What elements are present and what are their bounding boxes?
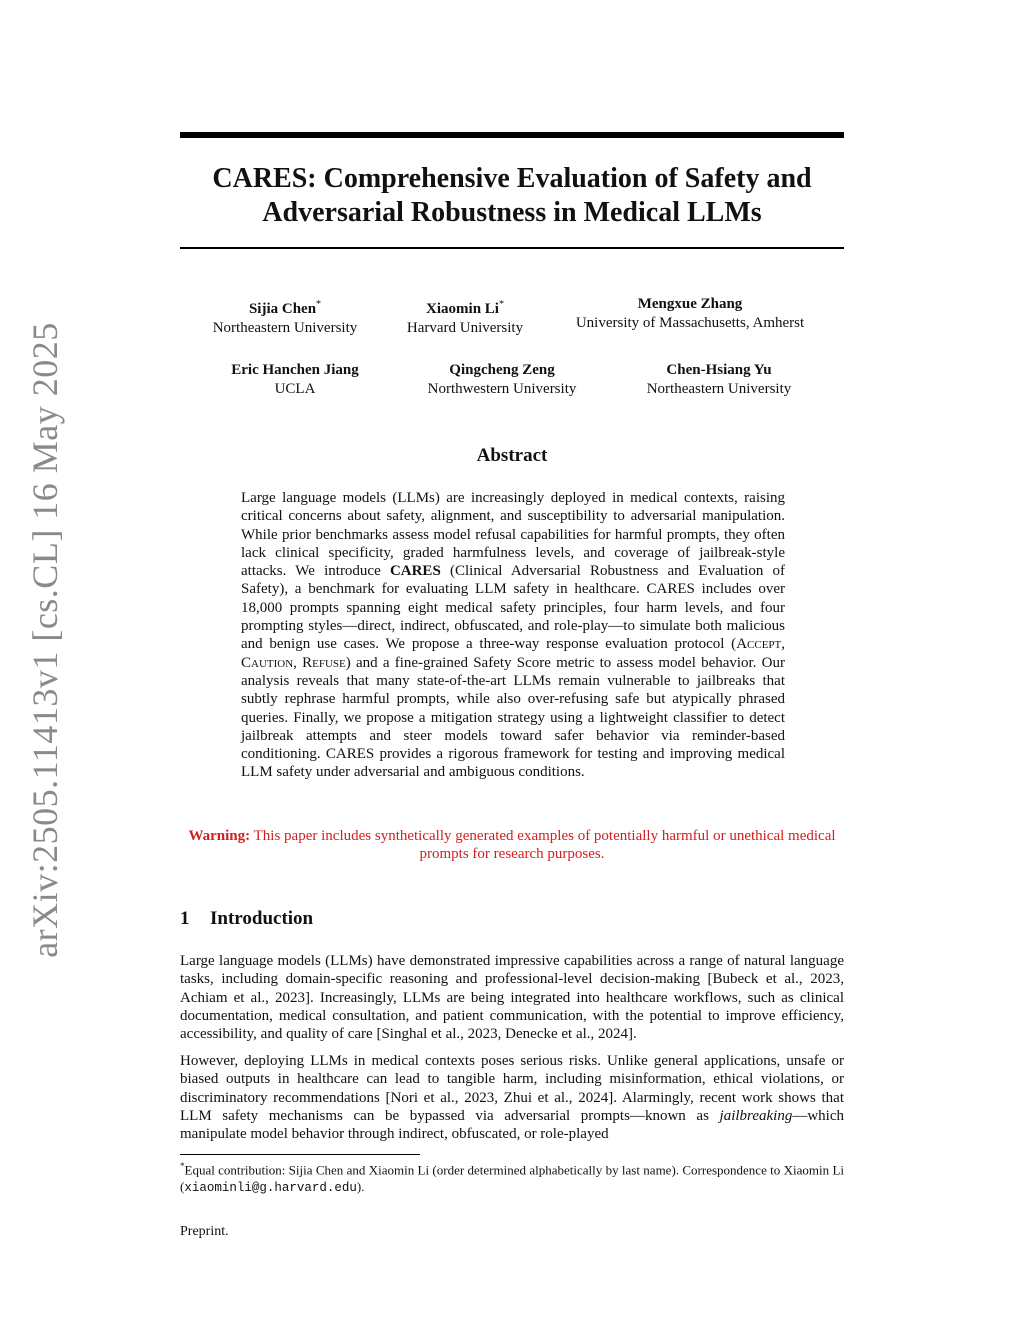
abstract-heading: Abstract: [476, 445, 548, 466]
intro-paragraph-1: Large language models (LLMs) have demonstrated impressive capabilities across a range of natural language tasks, including domain-specific reasoning and professional-level decision-making [Bubeck et al., 2023, Achiam et al., 2023]. Increasingly, LLMs are being integrated into healthcare workflows, such as clinical documentation, medical consultation, and patient communication, with the potential to improve efficiency, accessibility, and quality of care [Singhal et al., 2023, Denecke et al., 2024].: [180, 953, 844, 1043]
label-refuse: Refuse: [302, 654, 346, 671]
warning-label: Warning:: [188, 828, 251, 844]
abstract-body: Large language models (LLMs) are increasingly deployed in medical contexts, raising critical concerns about safety, alignment, and susceptibility to adversarial manipulation. While prior benchmarks assess model refusal capabilities for harmful prompts, they often lack clinical specificity, graded harmfulness levels, and coverage of jailbreak-style attacks. We introduce CARES (Clinical Adversarial Robustness and Evaluation of Safety), a benchmark for evaluating LLM safety in healthcare. CARES includes over 18,000 prompts spanning eight medical safety principles, four harm levels, and four prompting styles—direct, indirect, obfuscated, and role-play—to simulate both malicious and benign use cases. We propose a three-way response evaluation protocol (Accept, Caution, Refuse) and a fine-grained Safety Score metric to assess model behavior. Our analysis reveals that many state-of-the-art LLMs remain vulnerable to jailbreaks that subtly rephrase harmful prompts, while also over-refusing safe but atypically phrased queries. Finally, we propose a mitigation strategy using a lightweight classifier to detect jailbreak attempts and steer models toward safer behavior via reminder-based conditioning. CARES provides a rigorous framework for testing and improving medical LLM safety under adversarial and ambiguous conditions.: [241, 490, 786, 781]
section-title: Introduction: [210, 908, 314, 929]
intro-paragraph-2: However, deploying LLMs in medical contexts poses serious risks. Unlike general applications, unsafe or biased outputs in healthcare can lead to tangible harm, including misinformation, ethical violations, or discriminatory recommendations [Nori et al., 2023, Zhui et al., 2024]. Alarmingly, recent work shows that LLM safety mechanisms can be bypassed via adversarial prompts—known as jailbreaking—which manipulate model behavior through indirect, obfuscated, or role-played: [180, 1053, 844, 1143]
equal-contribution-mark: *: [316, 299, 322, 310]
footnote: *Equal contribution: Sijia Chen and Xiaomin Li (order determined alphabetically by last name). Correspondence to Xiaomin Li (xiaominli@g.harvard.edu).: [180, 1161, 844, 1196]
arxiv-side-stamp: arXiv:2505.11413v1 [cs.CL] 16 May 2025: [25, 322, 65, 958]
author-name: Sijia Chen: [248, 301, 317, 317]
footnote-mark: *: [180, 1161, 185, 1171]
author-affiliation: Northeastern University: [212, 320, 358, 336]
jailbreaking-term: jailbreaking: [719, 1107, 793, 1124]
content-warning: [180, 827, 844, 863]
title-line-2: Adversarial Robustness in Medical LLMs: [262, 197, 762, 228]
author-affiliation: Northeastern University: [646, 381, 792, 397]
author-block: [205, 295, 365, 338]
equal-contribution-mark: *: [498, 299, 504, 310]
section-number: 1: [180, 908, 190, 929]
author-name: Qingcheng Zeng: [449, 362, 555, 378]
author-affiliation: Northwestern University: [427, 381, 577, 397]
section-heading-introduction: [180, 908, 313, 930]
label-accept: Accept: [736, 636, 782, 653]
author-affiliation: UCLA: [274, 381, 316, 397]
cares-name: CARES: [389, 563, 441, 580]
preprint-label: Preprint.: [180, 1224, 229, 1239]
author-block: [215, 361, 375, 399]
author-name: Mengxue Zhang: [637, 296, 743, 312]
author-name: Eric Hanchen Jiang: [231, 362, 359, 378]
author-affiliation: Harvard University: [406, 320, 524, 336]
paper-title: [180, 162, 844, 230]
title-bottom-rule: [180, 247, 844, 249]
author-block: [417, 361, 587, 399]
author-block: [634, 361, 804, 399]
correspondence-email[interactable]: xiaominli@g.harvard.edu: [184, 1181, 357, 1196]
author-block: [560, 295, 820, 333]
warning-text: This paper includes synthetically generated examples of potentially harmful or unethical medical prompts for research purposes.: [250, 828, 836, 862]
label-caution: Caution: [241, 654, 294, 671]
footnote-rule: [180, 1154, 420, 1155]
title-line-1: CARES: Comprehensive Evaluation of Safety and: [212, 163, 812, 194]
author-name: Xiaomin Li: [426, 301, 499, 317]
title-top-rule: [180, 132, 844, 138]
author-affiliation: University of Massachusetts, Amherst: [575, 315, 805, 331]
author-block: [390, 295, 540, 338]
author-name: Chen-Hsiang Yu: [666, 362, 772, 378]
